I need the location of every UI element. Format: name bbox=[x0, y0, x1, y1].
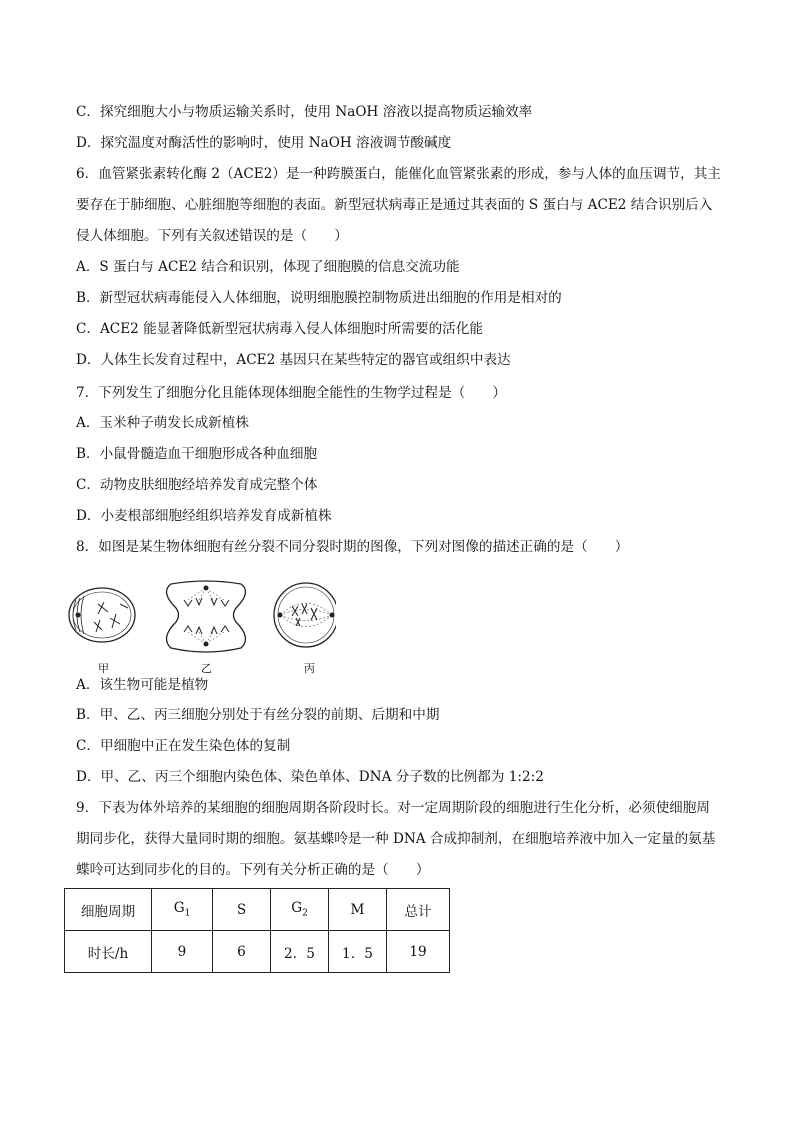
table-cell: 细胞周期 bbox=[65, 889, 152, 931]
figure-label-jia: 甲 bbox=[98, 662, 109, 675]
table-cell: 时长/h bbox=[65, 931, 152, 973]
cell-bing bbox=[274, 583, 336, 647]
option-a: A．该生物可能是植物 bbox=[76, 677, 209, 693]
question-8-stem: 8．如图是某生物体细胞有丝分裂不同分裂时期的图像，下列对图像的描述正确的是（ ） bbox=[76, 539, 629, 555]
option-d: D．小麦根部细胞经组织培养发育成新植株 bbox=[76, 508, 332, 524]
mitosis-cells-drawing bbox=[66, 578, 336, 658]
question-6-stem: 侵人体细胞。下列有关叙述错误的是（ ） bbox=[76, 228, 348, 244]
cell-yi bbox=[167, 581, 246, 652]
text-line: C．探究细胞大小与物质运输关系时，使用 NaOH 溶液以提高物质运输效率 bbox=[76, 104, 533, 120]
table-cell: $G_1$ bbox=[152, 889, 213, 931]
mitosis-figure bbox=[66, 578, 336, 674]
table-cell: 总计 bbox=[387, 889, 450, 931]
option-b: B．甲、乙、丙三细胞分别处于有丝分裂的前期、后期和中期 bbox=[76, 707, 440, 723]
option-d: D．人体生长发育过程中，ACE2 基因只在某些特定的器官或组织中表达 bbox=[76, 352, 511, 368]
figure-label-yi: 乙 bbox=[201, 662, 212, 675]
table-cell: $G_2$ bbox=[271, 889, 329, 931]
cell-jia bbox=[69, 588, 135, 642]
option-d: D．甲、乙、丙三个细胞内染色体、染色单体、DNA 分子数的比例都为 1:2:2 bbox=[76, 769, 544, 785]
option-c: C．动物皮肤细胞经培养发育成完整个体 bbox=[76, 477, 318, 493]
question-9-stem: 蝶呤可达到同步化的目的。下列有关分析正确的是（ ） bbox=[76, 862, 430, 878]
table-cell: 1．5 bbox=[329, 931, 387, 973]
option-c: C．甲细胞中正在发生染色体的复制 bbox=[76, 738, 291, 754]
question-9-stem: 期同步化，获得大量同时期的细胞。氨基蝶呤是一种 DNA 合成抑制剂，在细胞培养液中加入一定量的氨基 bbox=[76, 831, 716, 847]
option-b: B．新型冠状病毒能侵入人体细胞，说明细胞膜控制物质进出细胞的作用是相对的 bbox=[76, 290, 562, 306]
option-c: C．ACE2 能显著降低新型冠状病毒入侵人体细胞时所需要的活化能 bbox=[76, 321, 483, 337]
question-7-stem: 7．下列发生了细胞分化且能体现体细胞全能性的生物学过程是（ ） bbox=[76, 385, 507, 401]
figure-label-bing: 丙 bbox=[304, 662, 315, 675]
table-cell: M bbox=[329, 889, 387, 931]
option-a: A．S 蛋白与 ACE2 结合和识别，体现了细胞膜的信息交流功能 bbox=[76, 259, 460, 275]
table-cell: 2．5 bbox=[271, 931, 329, 973]
table-cell: 9 bbox=[152, 931, 213, 973]
option-b: B．小鼠骨髓造血干细胞形成各种血细胞 bbox=[76, 446, 318, 462]
question-6-stem: 6．血管紧张素转化酶 2（ACE2）是一种跨膜蛋白，能催化血管紧张素的形成，参与人体的血压调节，其主 bbox=[76, 166, 721, 182]
cell-cycle-table bbox=[64, 888, 450, 973]
question-6-stem: 要存在于肺细胞、心脏细胞等细胞的表面。新型冠状病毒正是通过其表面的 S 蛋白与 ACE2 结合识别后入 bbox=[76, 197, 713, 213]
table-row bbox=[65, 931, 450, 973]
question-9-stem: 9．下表为体外培养的某细胞的细胞周期各阶段时长。对一定周期阶段的细胞进行生化分析，必须使细胞周 bbox=[76, 800, 710, 816]
table-cell: S bbox=[213, 889, 271, 931]
table-cell: 6 bbox=[213, 931, 271, 973]
table-cell: 19 bbox=[387, 931, 450, 973]
text-line: D．探究温度对酶活性的影响时，使用 NaOH 溶液调节酸碱度 bbox=[76, 135, 452, 151]
table-header-row bbox=[65, 889, 450, 931]
option-a: A．玉米种子萌发长成新植株 bbox=[76, 415, 249, 431]
